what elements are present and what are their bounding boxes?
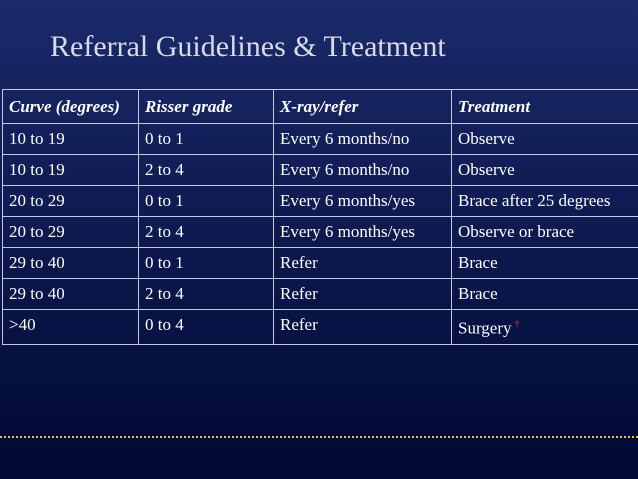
cell-curve: 20 to 29 [3, 186, 139, 217]
table-row [3, 124, 638, 155]
cell-curve: 20 to 29 [3, 217, 139, 248]
cell-risser: 0 to 1 [139, 124, 274, 155]
cell-risser: 0 to 1 [139, 186, 274, 217]
table-row [3, 217, 638, 248]
cell-treatment [452, 310, 638, 345]
cell-curve: 29 to 40 [3, 279, 139, 310]
cell-treatment: Brace after 25 degrees [452, 186, 638, 217]
cell-treatment: Observe [452, 124, 638, 155]
table-header-row [3, 90, 638, 124]
cell-xray: Every 6 months/no [274, 124, 452, 155]
cell-risser: 0 to 4 [139, 310, 274, 345]
cell-treatment: Brace [452, 248, 638, 279]
cell-curve: 29 to 40 [3, 248, 139, 279]
cell-risser: 2 to 4 [139, 217, 274, 248]
cell-treatment-text: Surgery [458, 318, 512, 338]
cell-risser: 0 to 1 [139, 248, 274, 279]
header-xray-refer: X-ray/refer [274, 90, 452, 124]
cell-xray: Refer [274, 310, 452, 345]
referral-table [2, 89, 638, 345]
cell-xray: Every 6 months/no [274, 155, 452, 186]
cell-risser: 2 to 4 [139, 279, 274, 310]
bottom-divider [0, 436, 638, 438]
table-row [3, 279, 638, 310]
table-row [3, 248, 638, 279]
dagger-footnote-mark: † [514, 319, 520, 330]
cell-treatment: Brace [452, 279, 638, 310]
header-curve: Curve (degrees) [3, 90, 139, 124]
cell-treatment: Observe or brace [452, 217, 638, 248]
cell-xray: Refer [274, 248, 452, 279]
cell-curve: 10 to 19 [3, 124, 139, 155]
cell-xray: Every 6 months/yes [274, 186, 452, 217]
page-title: Referral Guidelines & Treatment [50, 30, 446, 63]
cell-curve: >40 [3, 310, 139, 345]
header-risser-grade: Risser grade [139, 90, 274, 124]
cell-treatment: Observe [452, 155, 638, 186]
table-row [3, 186, 638, 217]
table-row [3, 155, 638, 186]
cell-risser: 2 to 4 [139, 155, 274, 186]
table-row [3, 310, 638, 345]
cell-xray: Refer [274, 279, 452, 310]
header-treatment: Treatment [452, 90, 638, 124]
cell-xray: Every 6 months/yes [274, 217, 452, 248]
cell-curve: 10 to 19 [3, 155, 139, 186]
